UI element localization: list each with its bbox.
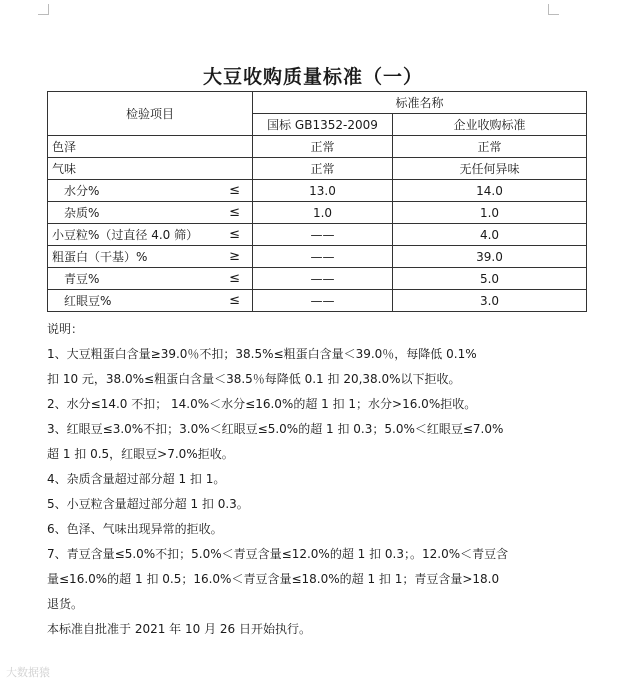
- table-row: [48, 290, 587, 312]
- row-item-label: 杂质%: [64, 205, 100, 220]
- table-row: [48, 136, 587, 158]
- quality-standard-table: [47, 91, 587, 312]
- row-item-label: 红眼豆%: [64, 293, 112, 308]
- note-line: 1、大豆粗蛋白含量≥39.0％不扣；38.5%≤粗蛋白含量＜39.0％，每降低 0.1%: [47, 347, 477, 361]
- row-item-cell: [48, 290, 253, 312]
- row-national-value: 13.0: [253, 180, 393, 202]
- header-national-standard: 国标 GB1352-2009: [253, 114, 393, 136]
- row-enterprise-value: 5.0: [393, 268, 587, 290]
- row-enterprise-value: 正常: [393, 136, 587, 158]
- header-enterprise-standard: 企业收购标准: [393, 114, 587, 136]
- row-item-cell: [48, 136, 253, 158]
- row-enterprise-value: 14.0: [393, 180, 587, 202]
- note-line: 扣 10 元，38.0%≤粗蛋白含量＜38.5％每降低 0.1 扣 20,38.0%以下拒收。: [47, 372, 461, 386]
- row-item-label: 水分%: [64, 183, 100, 198]
- row-national-value: 1.0: [253, 202, 393, 224]
- document-title: 大豆收购质量标准（一）: [202, 66, 423, 88]
- row-comparison-symbol: ≥: [229, 248, 240, 264]
- note-line: 本标准自批准于 2021 年 10 月 26 日开始执行。: [47, 622, 311, 636]
- table-row: [48, 268, 587, 290]
- row-item-cell: [48, 246, 253, 268]
- row-comparison-symbol: ≤: [229, 292, 240, 308]
- header-item-col: 检验项目: [48, 92, 253, 136]
- row-enterprise-value: 1.0: [393, 202, 587, 224]
- header-standard-group: 标准名称: [253, 92, 587, 114]
- note-line: 超 1 扣 0.5，红眼豆>7.0%拒收。: [47, 447, 234, 461]
- row-comparison-symbol: ≤: [229, 204, 240, 220]
- row-national-value: 正常: [253, 136, 393, 158]
- note-line: 3、红眼豆≤3.0%不扣；3.0%＜红眼豆≤5.0%的超 1 扣 0.3；5.0%＜红眼豆≤7.0%: [47, 422, 504, 436]
- row-comparison-symbol: ≤: [229, 182, 240, 198]
- row-item-cell: [48, 268, 253, 290]
- row-item-label: 小豆粒%（过直径 4.0 筛）: [52, 227, 199, 242]
- row-national-value: 正常: [253, 158, 393, 180]
- watermark: 大数据猿: [6, 666, 50, 679]
- page-corner-mark-left: [38, 4, 49, 15]
- note-line: 6、色泽、气味出现异常的拒收。: [47, 522, 223, 536]
- row-item-cell: [48, 224, 253, 246]
- row-item-cell: [48, 158, 253, 180]
- row-enterprise-value: 无任何异味: [393, 158, 587, 180]
- table-row: [48, 224, 587, 246]
- row-item-label: 色泽: [52, 139, 77, 154]
- note-line: 7、青豆含量≤5.0%不扣；5.0%＜青豆含量≤12.0%的超 1 扣 0.3；。12.0%＜青豆含: [47, 547, 509, 561]
- notes-section: [47, 317, 587, 642]
- notes-heading: 说明：: [47, 322, 84, 336]
- row-enterprise-value: 4.0: [393, 224, 587, 246]
- row-enterprise-value: 39.0: [393, 246, 587, 268]
- row-comparison-symbol: ≤: [229, 270, 240, 286]
- notes-lines: [47, 342, 587, 642]
- row-national-value: ——: [253, 268, 393, 290]
- row-enterprise-value: 3.0: [393, 290, 587, 312]
- table-row: [48, 158, 587, 180]
- row-item-label: 气味: [52, 161, 77, 176]
- row-national-value: ——: [253, 224, 393, 246]
- row-item-cell: [48, 202, 253, 224]
- row-item-label: 粗蛋白（干基）%: [52, 249, 148, 264]
- note-line: 退货。: [47, 597, 84, 611]
- row-comparison-symbol: ≤: [229, 226, 240, 242]
- table-row: [48, 246, 587, 268]
- note-line: 4、杂质含量超过部分超 1 扣 1。: [47, 472, 226, 486]
- note-line: 量≤16.0%的超 1 扣 0.5；16.0%＜青豆含量≤18.0%的超 1 扣 1；青豆含量>18.0: [47, 572, 500, 586]
- page-corner-mark-right: [548, 4, 559, 15]
- note-line: 2、水分≤14.0 不扣； 14.0%＜水分≤16.0%的超 1 扣 1；水分>16.0%拒收。: [47, 397, 477, 411]
- row-item-label: 青豆%: [64, 271, 100, 286]
- table-header-row-1: [48, 92, 587, 114]
- note-line: 5、小豆粒含量超过部分超 1 扣 0.3。: [47, 497, 249, 511]
- row-national-value: ——: [253, 246, 393, 268]
- row-item-cell: [48, 180, 253, 202]
- table-row: [48, 202, 587, 224]
- row-national-value: ——: [253, 290, 393, 312]
- table-row: [48, 180, 587, 202]
